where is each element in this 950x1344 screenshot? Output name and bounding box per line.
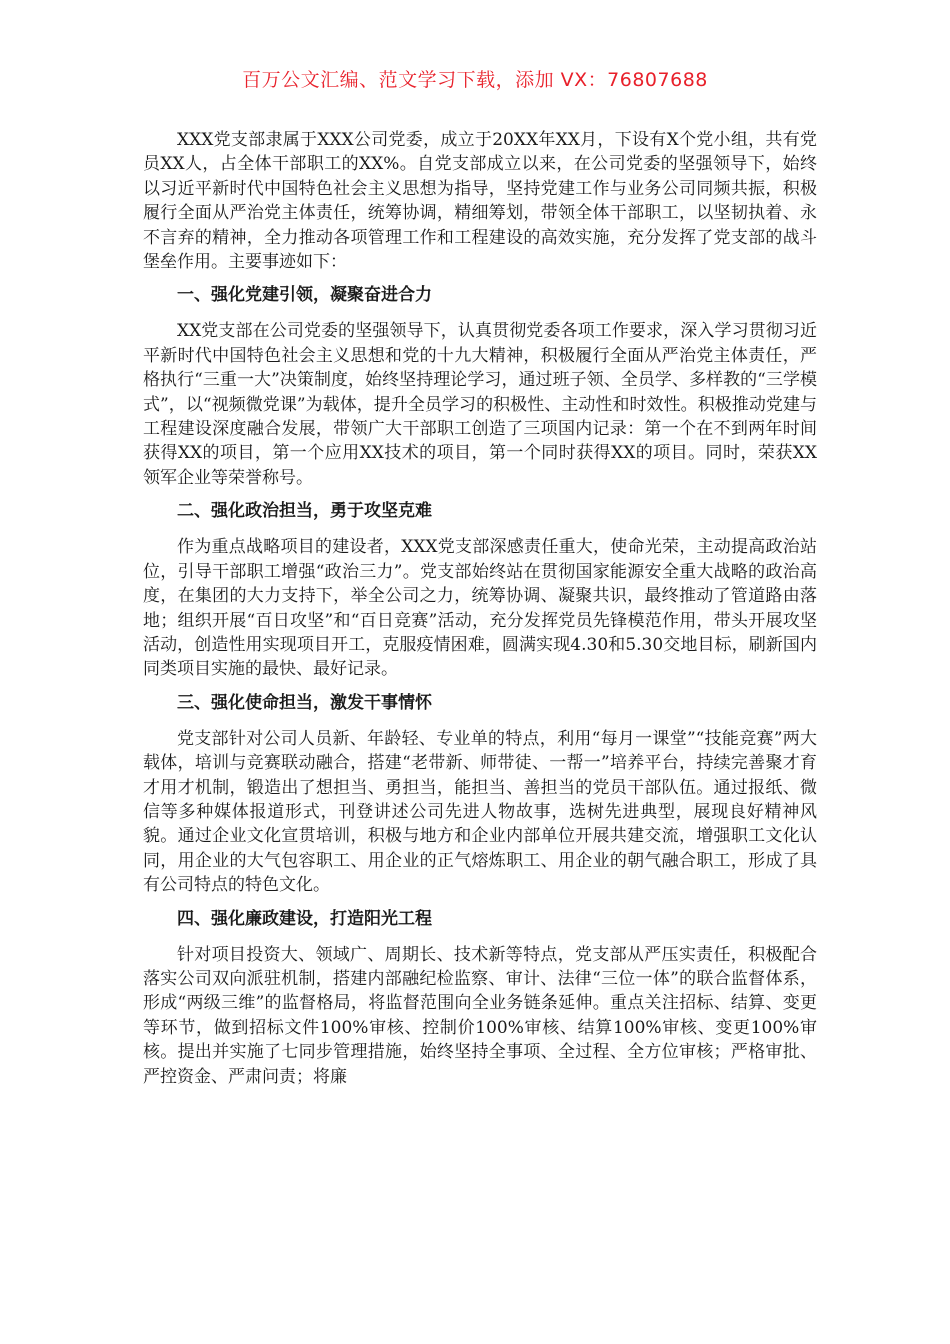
section-1-paragraph: XX党支部在公司党委的坚强领导下，认真贯彻党委各项工作要求，深入学习贯彻习近平新时代中国特色社会主义思想和党的十九大精神，积极履行全面从严治党主体责任，严格执行“三重一大”决策制度，始终坚持理论学习，通过班子领、全员学、多样教的“三学模式”，以“视频微党课”为载体，提升全员学习的积极性、主动性和时效性。积极推动党建与工程建设深度融合发展，带领广大干部职工创造了三项国内记录：第一个在不到两年时间获得XX的项目，第一个应用XX技术的项目，第一个同时获得XX的项目。同时，荣获XX领军企业等荣誉称号。	[143, 321, 817, 488]
intro-paragraph: XXX党支部隶属于XXX公司党委，成立于20XX年XX月，下设有X个党小组，共有党员XX人，占全体干部职工的XX%。自党支部成立以来，在公司党委的坚强领导下，始终以习近平新时代中国特色社会主义思想为指导，坚持党建工作与业务公司同频共振，积极履行全面从严治党主体责任，统筹协调，精细筹划，带领全体干部职工，以坚韧执着、永不言弃的精神，全力推动各项管理工作和工程建设的高效实施，充分发挥了党支部的战斗堡垒作用。主要事迹如下：	[143, 130, 817, 273]
document-body	[143, 128, 817, 1089]
section-3-paragraph: 党支部针对公司人员新、年龄轻、专业单的特点，利用“每月一课堂”“技能竞赛”两大载体，培训与竞赛联动融合，搭建“老带新、师带徒、一帮一”培养平台，持续完善聚才育才用才机制，锻造出了想担当、勇担当，能担当、善担当的党员干部队伍。通过报纸、微信等多种媒体报道形式，刊登讲述公司先进人物故事，选树先进典型，展现良好精神风貌。通过企业文化宣贯培训，积极与地方和企业内部单位开展共建交流，增强职工文化认同，用企业的大气包容职工、用企业的正气熔炼职工、用企业的朝气融合职工，形成了具有公司特点的特色文化。	[143, 728, 817, 896]
section-4-paragraph: 针对项目投资大、领域广、周期长、技术新等特点，党支部从严压实责任，积极配合落实公司双向派驻机制，搭建内部融纪检监察、审计、法律“三位一体”的联合监督体系，形成“两级三维”的监督格局，将监督范围向全业务链条延伸。重点关注招标、结算、变更等环节，做到招标文件100%审核、控制价100%审核、结算100%审核、变更100%审核。提出并实施了七同步管理措施，始终坚持全事项、全过程、全方位审核；严格审批、严控资金、严肃问责；将廉	[143, 944, 817, 1087]
section-4-heading: 四、强化廉政建设，打造阳光工程	[177, 908, 432, 929]
section-3-heading: 三、强化使命担当，激发干事情怀	[177, 692, 432, 713]
section-1-heading: 一、强化党建引领，凝聚奋进合力	[177, 285, 432, 306]
section-2-paragraph: 作为重点战略项目的建设者，XXX党支部深感责任重大，使命光荣，主动提高政治站位，引导干部职工增强“政治三力”。党支部始终站在贯彻国家能源安全重大战略的政治高度，在集团的大力支持下，举全公司之力，统筹协调、凝聚共识，最终推动了管道路由落地；组织开展“百日攻坚”和“百日竞赛”活动，充分发挥党员先锋模范作用，带头开展攻坚活动，创造性用实现项目开工，克服疫情困难，圆满实现4.30和5.30交地目标，刷新国内同类项目实施的最快、最好记录。	[143, 537, 817, 680]
section-2-heading: 二、强化政治担当，勇于攻坚克难	[177, 501, 432, 522]
download-banner: 百万公文汇编、范文学习下载，添加 VX：76807688	[242, 69, 708, 91]
